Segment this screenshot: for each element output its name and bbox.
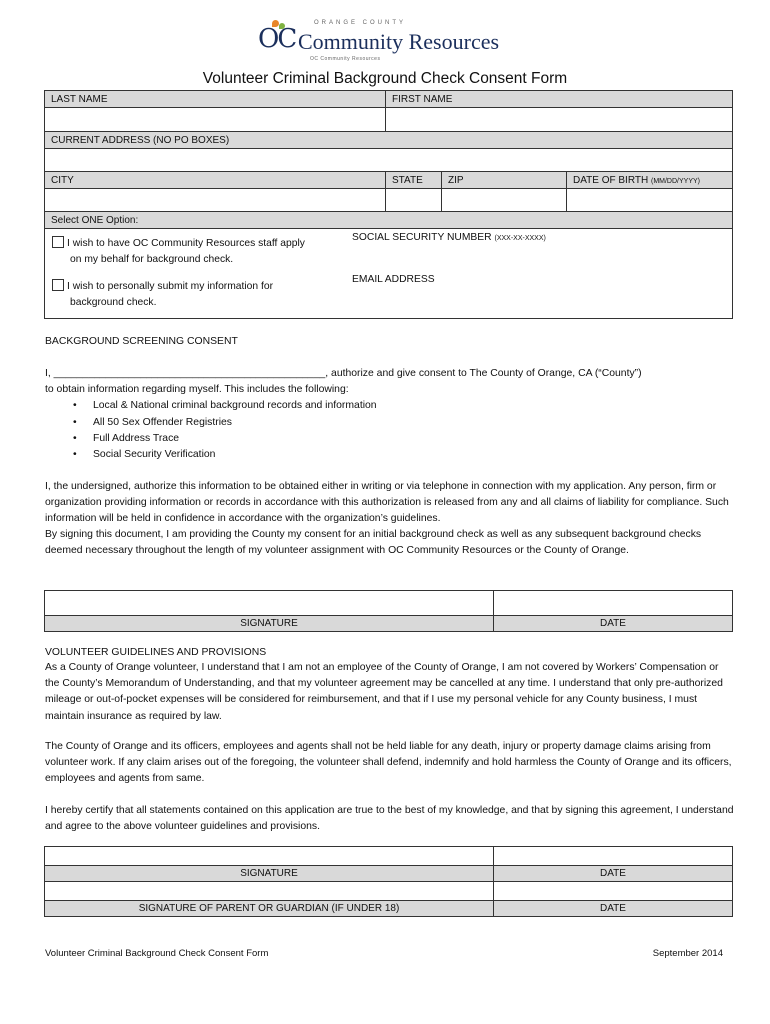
logo-top-text: ORANGE COUNTY — [314, 20, 407, 26]
dob-field[interactable] — [567, 189, 733, 212]
footer-left: Volunteer Criminal Background Check Consent Form — [45, 948, 269, 959]
guidelines-paragraph-1: As a County of Orange volunteer, I understand that I am not an employee of the County of Orange, I am not covered by Workers’ Compensation or the County’s Memorandum of Understanding, and that my volunteer agreement may be cancelled at any time. I understand that only pre-authorized mileage or out-of-pocket expenses will be considered for reimbursement, and that if I use my personal vehicle for any County business, I must maintain insurance as required by law. — [45, 662, 723, 722]
option-staff-apply[interactable] — [52, 236, 305, 268]
consent-paragraph-2: By signing this document, I am providing the County my consent for an initial background check as well as any subsequent background checks deemed necessary throughout the length of my volunteer assignment with OC Community Resources or the County of Orange. — [45, 529, 702, 557]
logo-name: Community Resources — [298, 29, 500, 54]
signature-label-2: SIGNATURE — [45, 866, 494, 882]
signature-table-2 — [44, 846, 733, 917]
consent-line-1: I, _______________________________________________, authorize and give consent to The County of Orange, CA (“County”) — [45, 368, 642, 379]
dob-label — [567, 172, 733, 189]
select-option-label: Select ONE Option: — [45, 212, 733, 229]
zip-field[interactable] — [442, 189, 567, 212]
consent-heading: BACKGROUND SCREENING CONSENT — [45, 336, 238, 347]
option-self-submit-checkbox[interactable] — [52, 279, 64, 291]
zip-label: ZIP — [442, 172, 567, 189]
consent-line-2: to obtain information regarding myself. This includes the following: — [45, 384, 349, 396]
list-item: • Social Security Verification — [45, 447, 735, 463]
page-title: Volunteer Criminal Background Check Consent Form — [202, 70, 568, 87]
signature-label-1: SIGNATURE — [45, 616, 494, 632]
state-label: STATE — [386, 172, 442, 189]
consent-bullet-list — [45, 398, 735, 463]
parent-date-label: DATE — [494, 901, 733, 917]
first-name-field[interactable] — [386, 108, 733, 132]
parent-signature-field[interactable] — [45, 882, 494, 901]
date-label-1: DATE — [494, 616, 733, 632]
option-staff-apply-line2: on my behalf for background check. — [70, 254, 234, 265]
dob-label-text: DATE OF BIRTH — [573, 174, 649, 186]
last-name-field[interactable] — [45, 108, 386, 132]
org-logo — [258, 20, 528, 64]
guidelines-paragraph-3: I hereby certify that all statements contained on this application are true to the best of my knowledge, and that by signing this agreement, I understand and agree to the above volunteer guidelines and provisions. — [45, 805, 734, 833]
option-self-submit-line2: background check. — [70, 297, 157, 308]
date-field-1[interactable] — [494, 591, 733, 616]
ssn-label-text: SOCIAL SECURITY NUMBER — [352, 232, 492, 243]
email-label: EMAIL ADDRESS — [352, 274, 435, 285]
first-name-label: FIRST NAME — [386, 91, 733, 108]
dob-format: (MM/DD/YYYY) — [650, 177, 700, 185]
parent-signature-label: SIGNATURE OF PARENT OR GUARDIAN (IF UNDER 18) — [45, 901, 494, 917]
list-item: • Local & National criminal background records and information — [45, 398, 735, 414]
address-label: CURRENT ADDRESS (NO PO BOXES) — [45, 132, 733, 149]
address-field[interactable] — [45, 149, 733, 172]
signature-field-2[interactable] — [45, 847, 494, 866]
signature-field-1[interactable] — [45, 591, 494, 616]
signature-table-1 — [44, 590, 733, 632]
list-item: • Full Address Trace — [45, 431, 735, 447]
city-field[interactable] — [45, 189, 386, 212]
footer-right: September 2014 — [652, 948, 723, 959]
option-self-submit[interactable] — [52, 279, 273, 311]
list-item: • All 50 Sex Offender Registries — [45, 415, 735, 431]
consent-section — [45, 366, 735, 463]
guidelines-paragraph-2: The County of Orange and its officers, employees and agents shall not be held liable for any death, injury or property damage claims arising from volunteer work. If any claim arises out of the foregoing, the volunteer shall defend, indemnify and hold harmless the County of Orange and its officers, employees and agents from same. — [45, 741, 732, 785]
guidelines-heading: VOLUNTEER GUIDELINES AND PROVISIONS — [45, 647, 267, 658]
consent-paragraph-1: I, the undersigned, authorize this information to be obtained either in writing or via telephone in connection with my application. Any person, firm or organization providing information or records in accordance with this authorization is released from any and all claims of liability for compliance. Such information will be held in confidence in accordance with the organization’s guidelines. — [45, 481, 729, 525]
city-label: CITY — [45, 172, 386, 189]
ssn-format: (XXX-XX-XXXX) — [494, 235, 546, 242]
date-field-2[interactable] — [494, 847, 733, 866]
state-field[interactable] — [386, 189, 442, 212]
logo-oc: OC — [258, 24, 296, 54]
parent-date-field[interactable] — [494, 882, 733, 901]
option-staff-apply-checkbox[interactable] — [52, 236, 64, 248]
date-label-2: DATE — [494, 866, 733, 882]
ssn-label — [352, 230, 546, 247]
last-name-label: LAST NAME — [45, 91, 386, 108]
logo-tagline: OC Community Resources — [310, 56, 381, 62]
option-staff-apply-line1: I wish to have OC Community Resources staff apply — [67, 238, 305, 249]
option-self-submit-line1: I wish to personally submit my information for — [67, 281, 274, 292]
